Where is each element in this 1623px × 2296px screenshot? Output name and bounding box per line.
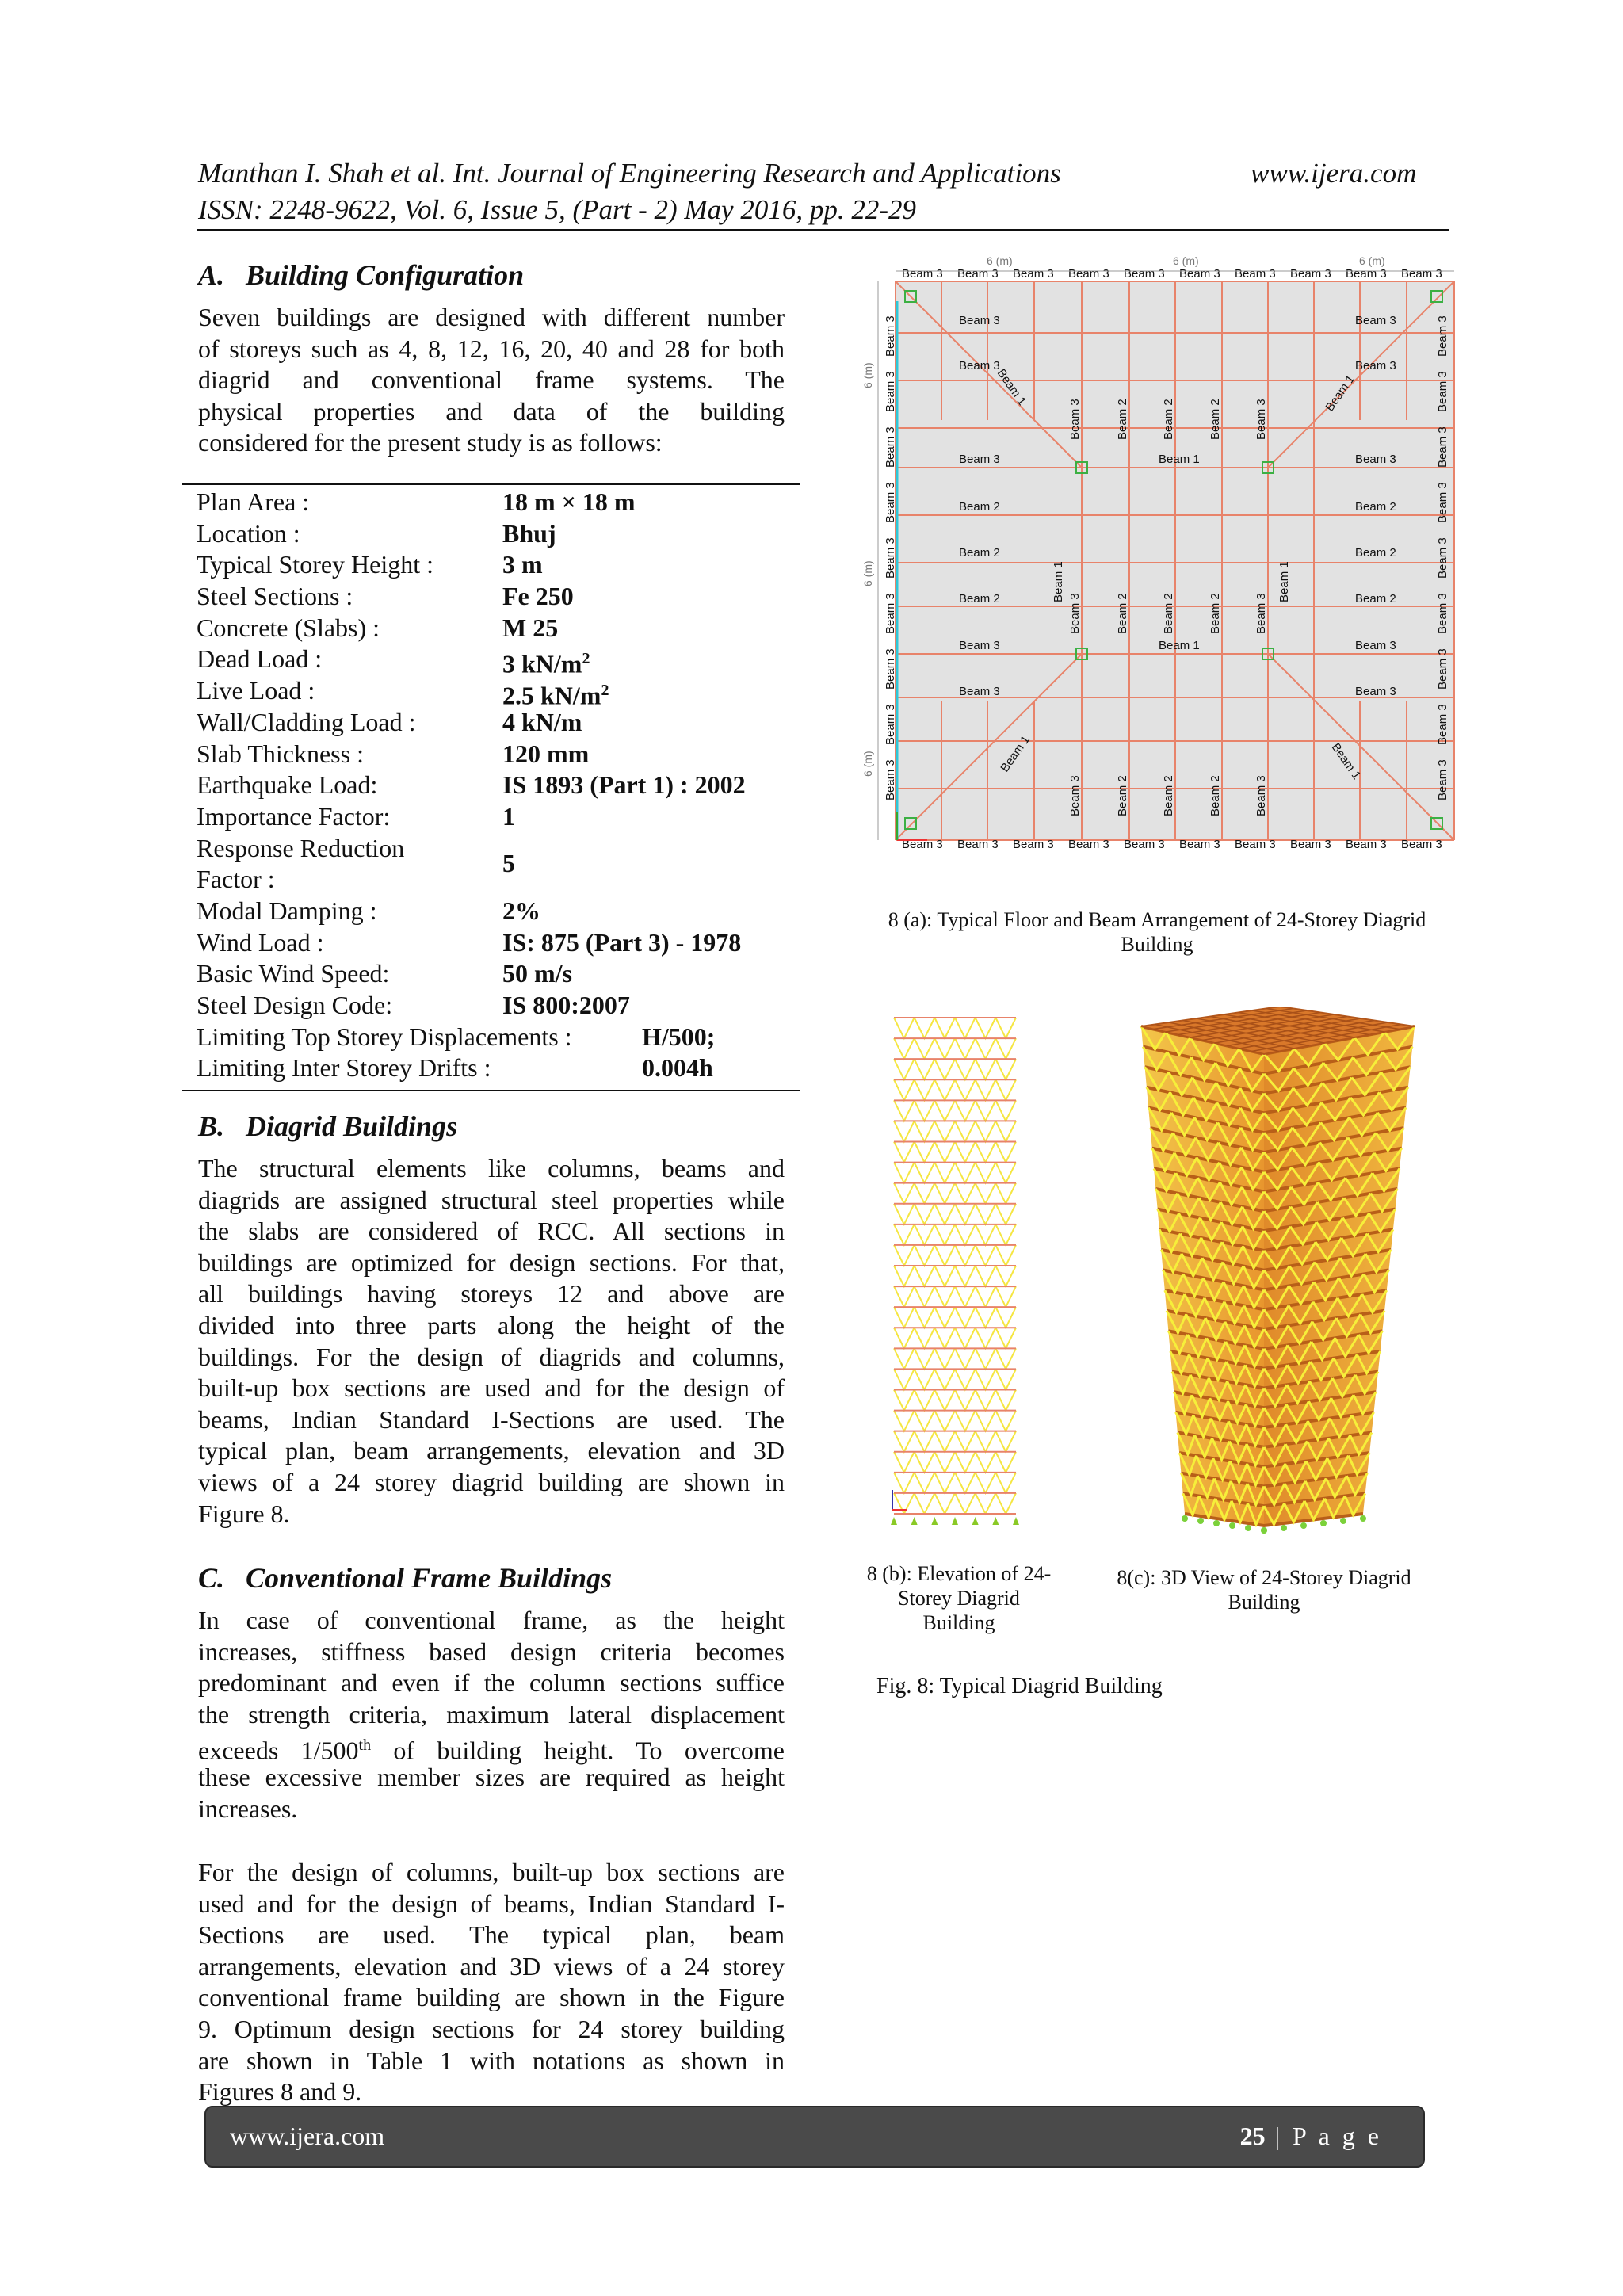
dim-label: 6 (m) [1173, 254, 1199, 267]
beam-label: Beam 1 [1159, 639, 1200, 652]
section-b-paragraph: The structural elements like columns, beams and diagrids are assigned structural steel properties while the slabs are considered of RCC. All sections in buildings are optimized for design sections. For that, all buildings having storeys 12 and above are divided into three parts along the height of the buildings. For the design of diagrids and columns, built-up box sections are used and for the design of beams, Indian Standard I-Sections are used. The typical plan, beam arrangements, elevation and 3D views of a 24 storey diagrid building are shown in Figure 8. [198, 1154, 785, 1528]
beam-label: Beam 1 [994, 366, 1029, 408]
beam-label: Beam 3 [1124, 267, 1165, 281]
beam-label: Beam 3 [957, 838, 999, 851]
beam-label: Beam 3 [902, 838, 943, 851]
dim-label: 6 (m) [861, 362, 874, 388]
beam-label: Beam 2 [959, 500, 1000, 514]
figure-8c-3d-view [1125, 1007, 1426, 1545]
beam-label: Beam 3 [1179, 267, 1220, 281]
page-footer [204, 2106, 1425, 2168]
beam-label: Beam 2 [1355, 546, 1396, 560]
support-icon [1360, 1515, 1366, 1522]
section-c-paragraph-1: In case of conventional frame, as the height increases, stiffness based design criteria becomes predominant and even if the column sections suffice the strength criteria, maximum lateral displacement exceeds 1/500th of building height. To overcome these excessive member sizes are required as height increases. [198, 1606, 785, 1823]
figure-8-title: Fig. 8: Typical Diagrid Building [876, 1674, 1163, 1698]
beam-label: Beam 3 [884, 482, 897, 523]
beam-label: Beam 1 [1159, 453, 1200, 466]
beam-label: Beam 2 [1162, 593, 1175, 634]
beam-label: Beam 3 [1068, 593, 1082, 634]
beam-label: Beam 2 [1209, 775, 1222, 816]
beam-label: Beam 3 [884, 593, 897, 634]
beam-label: Beam 3 [884, 648, 897, 690]
beam-label: Beam 3 [1436, 759, 1449, 800]
caption-8a: 8 (a): Typical Floor and Beam Arrangement of 24-Storey Diagrid Building [888, 908, 1426, 956]
beam-label: Beam 3 [1355, 685, 1396, 698]
beam-label: Beam 2 [1162, 775, 1175, 816]
beam-label: Beam 3 [884, 537, 897, 579]
dim-label: 6 (m) [987, 254, 1013, 267]
beam-label: Beam 3 [957, 267, 999, 281]
beam-label: Beam 1 [998, 733, 1033, 775]
beam-label: Beam 3 [1068, 267, 1109, 281]
support-icon [1245, 1525, 1251, 1531]
beam-label: Beam 2 [1116, 399, 1129, 440]
beam-label: Beam 2 [1355, 500, 1396, 514]
page-number: 25 | P a g e [1239, 2122, 1382, 2150]
beam-label: Beam 2 [1209, 593, 1222, 634]
beam-label: Beam 3 [1436, 482, 1449, 523]
beam-label: Beam 3 [884, 371, 897, 412]
beam-label: Beam 3 [1436, 648, 1449, 690]
dim-label: 6 (m) [1359, 254, 1385, 267]
support-icon [1281, 1525, 1287, 1531]
beam-label: Beam 3 [1355, 314, 1396, 327]
beam-label: Beam 3 [1013, 838, 1054, 851]
beam-label: Beam 2 [1116, 593, 1129, 634]
support-icon [1320, 1520, 1327, 1526]
beam-label: Beam 3 [1254, 399, 1268, 440]
beam-label: Beam 2 [1209, 399, 1222, 440]
beam-label: Beam 3 [1013, 267, 1054, 281]
beam-label: Beam 3 [1124, 838, 1165, 851]
journal-website: www.ijera.com [1251, 158, 1417, 189]
beam-label: Beam 2 [1116, 775, 1129, 816]
header-rule [197, 229, 1449, 231]
section-b-heading: B. Diagrid Buildings [198, 1110, 458, 1142]
beam-label: Beam 3 [959, 359, 1000, 372]
caption-8c: 8(c): 3D View of 24-Storey Diagrid Building [1117, 1566, 1411, 1614]
beam-label: Beam 3 [1346, 838, 1387, 851]
support-icon [1300, 1522, 1307, 1529]
beam-label: Beam 3 [1068, 775, 1082, 816]
beam-label: Beam 3 [1355, 359, 1396, 372]
footer-website: www.ijera.com [230, 2122, 385, 2150]
beam-label: Beam 3 [1436, 315, 1449, 357]
beam-label: Beam 3 [959, 685, 1000, 698]
beam-label: Beam 3 [884, 759, 897, 800]
beam-label: Beam 3 [1254, 593, 1268, 634]
beam-label: Beam 3 [884, 426, 897, 468]
beam-label: Beam 1 [1277, 561, 1291, 602]
section-c-paragraph-2: For the design of columns, built-up box sections are used and for the design of beams, Indian Standard I- Sections are used. The typical plan, beam arrangements, elevation and 3D views of a 24 storey conventional frame building are shown in the Figure 9. Optimum design sections for 24 storey building are shown in Table 1 with notations as shown in Figures 8 and 9. [198, 1858, 785, 2107]
beam-label: Beam 3 [884, 315, 897, 357]
beam-label: Beam 2 [1162, 399, 1175, 440]
section-c-heading: C. Conventional Frame Buildings [198, 1562, 613, 1594]
beam-label: Beam 3 [1235, 267, 1276, 281]
beam-label: Beam 1 [1328, 740, 1364, 782]
beam-label: Beam 1 [1323, 372, 1358, 415]
journal-title: Manthan I. Shah et al. Int. Journal of Engineering Research and Applications [198, 158, 1061, 189]
beam-label: Beam 3 [1235, 838, 1276, 851]
beam-label: Beam 3 [959, 453, 1000, 466]
beam-label: Beam 3 [1346, 267, 1387, 281]
beam-label: Beam 3 [1436, 371, 1449, 412]
beam-label: Beam 2 [959, 592, 1000, 606]
beam-label: Beam 3 [1355, 639, 1396, 652]
beam-label: Beam 3 [959, 639, 1000, 652]
figure-8a-floor-plan [856, 254, 1458, 868]
props-top-rule [182, 483, 800, 485]
beam-label: Beam 3 [1436, 537, 1449, 579]
beam-label: Beam 3 [1355, 453, 1396, 466]
beam-label: Beam 3 [884, 704, 897, 745]
support-icon [1197, 1518, 1204, 1524]
beam-label: Beam 3 [1068, 399, 1082, 440]
beam-label: Beam 2 [959, 546, 1000, 560]
beam-label: Beam 3 [1436, 426, 1449, 468]
support-icon [1229, 1522, 1235, 1529]
beam-label: Beam 3 [902, 267, 943, 281]
beam-label: Beam 3 [1068, 838, 1109, 851]
journal-issue: ISSN: 2248-9622, Vol. 6, Issue 5, (Part - 2) May 2016, pp. 22-29 [198, 194, 917, 225]
dim-label: 6 (m) [861, 560, 874, 586]
beam-label: Beam 3 [959, 314, 1000, 327]
beam-label: Beam 1 [1052, 561, 1065, 602]
beam-label: Beam 3 [1436, 593, 1449, 634]
props-bottom-rule [182, 1090, 800, 1091]
beam-label: Beam 3 [1401, 267, 1442, 281]
caption-8b: 8 (b): Elevation of 24- Storey Diagrid Building [866, 1562, 1052, 1634]
support-icon [1213, 1520, 1220, 1526]
beam-label: Beam 3 [1254, 775, 1268, 816]
beam-label: Beam 3 [1290, 838, 1331, 851]
section-a-paragraph: Seven buildings are designed with different number of storeys such as 4, 8, 12, 16, 20, 40 and 28 for both diagrid and conventional frame systems. The physical properties and data of the building considered for the present study is as follows: [198, 303, 785, 457]
support-icon [1182, 1515, 1188, 1522]
beam-label: Beam 3 [1290, 267, 1331, 281]
beam-label: Beam 3 [1179, 838, 1220, 851]
section-a-heading: A. Building Configuration [198, 259, 525, 291]
support-icon [1340, 1518, 1346, 1524]
support-icon [1261, 1527, 1267, 1534]
beam-label: Beam 2 [1355, 592, 1396, 606]
dim-label: 6 (m) [861, 751, 874, 777]
beam-label: Beam 3 [1401, 838, 1442, 851]
figure-8b-elevation [880, 1014, 1038, 1530]
beam-label: Beam 3 [1436, 704, 1449, 745]
